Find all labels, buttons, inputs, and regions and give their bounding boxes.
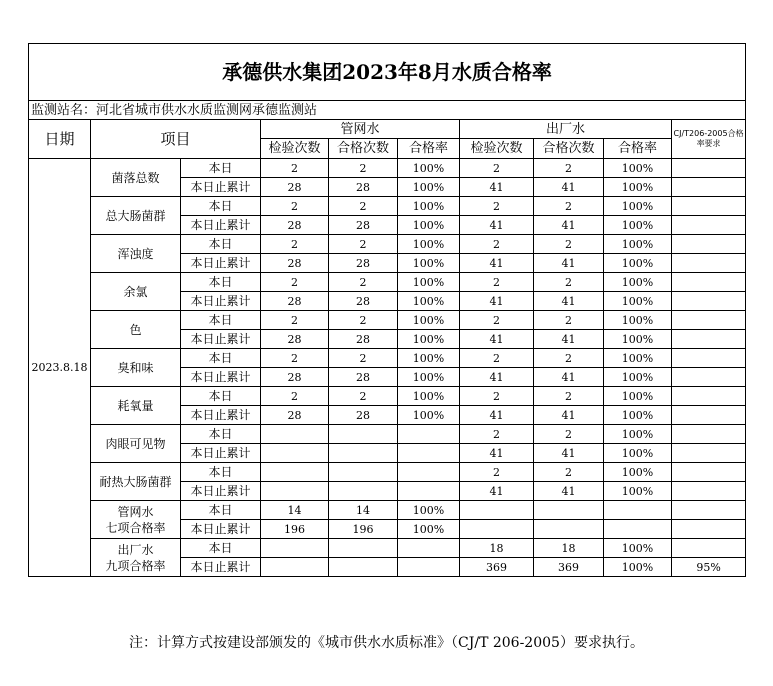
header-plant-passed: 合格次数 — [534, 139, 604, 159]
network-tested-cell: 2 — [261, 197, 329, 216]
table-row — [29, 387, 746, 406]
plant-passed-cell: 2 — [534, 273, 604, 292]
table-row — [29, 197, 746, 216]
period-cell: 本日 — [181, 539, 261, 558]
plant-passed-cell: 369 — [534, 558, 604, 577]
date-cell: 2023.8.18 — [29, 159, 91, 577]
network-passed-cell: 2 — [329, 235, 398, 254]
network-rate-cell: 100% — [398, 216, 460, 235]
standard-value-cell — [672, 311, 746, 330]
standard-value-cell — [672, 463, 746, 482]
plant-passed-cell: 2 — [534, 311, 604, 330]
plant-tested-cell — [460, 520, 534, 539]
plant-passed-cell: 2 — [534, 425, 604, 444]
network-rate-cell: 100% — [398, 349, 460, 368]
plant-rate-cell: 100% — [604, 159, 672, 178]
standard-value-cell — [672, 406, 746, 425]
network-tested-cell: 28 — [261, 216, 329, 235]
network-rate-cell: 100% — [398, 197, 460, 216]
table-row — [29, 235, 746, 254]
standard-value-cell — [672, 235, 746, 254]
plant-tested-cell: 41 — [460, 178, 534, 197]
item-name-cell: 臭和味 — [91, 349, 181, 387]
plant-rate-cell: 100% — [604, 235, 672, 254]
period-cell: 本日 — [181, 159, 261, 178]
network-passed-cell: 28 — [329, 368, 398, 387]
plant-rate-cell: 100% — [604, 558, 672, 577]
item-name-cell: 耗氧量 — [91, 387, 181, 425]
period-cell: 本日止累计 — [181, 216, 261, 235]
plant-tested-cell: 2 — [460, 273, 534, 292]
network-tested-cell — [261, 558, 329, 577]
network-passed-cell: 28 — [329, 216, 398, 235]
standard-value-cell: 95% — [672, 558, 746, 577]
plant-rate-cell: 100% — [604, 406, 672, 425]
plant-passed-cell — [534, 501, 604, 520]
network-tested-cell — [261, 463, 329, 482]
table-row — [29, 425, 746, 444]
plant-passed-cell: 41 — [534, 330, 604, 349]
plant-rate-cell: 100% — [604, 387, 672, 406]
network-tested-cell: 2 — [261, 311, 329, 330]
network-rate-cell: 100% — [398, 311, 460, 330]
period-cell: 本日止累计 — [181, 254, 261, 273]
plant-tested-cell: 2 — [460, 387, 534, 406]
network-tested-cell: 28 — [261, 330, 329, 349]
plant-passed-cell: 2 — [534, 463, 604, 482]
plant-tested-cell: 41 — [460, 368, 534, 387]
plant-rate-cell: 100% — [604, 349, 672, 368]
network-passed-cell: 28 — [329, 178, 398, 197]
header-plant-rate: 合格率 — [604, 139, 672, 159]
period-cell: 本日 — [181, 235, 261, 254]
network-rate-cell: 100% — [398, 254, 460, 273]
header-plant-tested: 检验次数 — [460, 139, 534, 159]
footnote: 注：计算方式按建设部颁发的《城市供水水质标准》（CJ/T 206-2005）要求执行。 — [129, 635, 644, 651]
network-rate-cell — [398, 444, 460, 463]
network-tested-cell: 28 — [261, 368, 329, 387]
period-cell: 本日 — [181, 425, 261, 444]
standard-value-cell — [672, 292, 746, 311]
plant-rate-cell: 100% — [604, 330, 672, 349]
period-cell: 本日 — [181, 387, 261, 406]
network-rate-cell: 100% — [398, 368, 460, 387]
plant-passed-cell: 41 — [534, 216, 604, 235]
standard-value-cell — [672, 520, 746, 539]
plant-tested-cell: 2 — [460, 463, 534, 482]
network-tested-cell: 2 — [261, 159, 329, 178]
network-tested-cell: 196 — [261, 520, 329, 539]
header-standard-requirement: CJ/T206-2005合格率要求 — [672, 120, 746, 159]
standard-value-cell — [672, 482, 746, 501]
plant-tested-cell: 41 — [460, 254, 534, 273]
network-passed-cell — [329, 444, 398, 463]
period-cell: 本日止累计 — [181, 520, 261, 539]
station-name: 监测站名：河北省城市供水水质监测网承德监测站 — [29, 101, 746, 120]
plant-tested-cell: 2 — [460, 235, 534, 254]
report-title: 承德供水集团2023年8月水质合格率 — [29, 44, 746, 101]
item-name-cell: 菌落总数 — [91, 159, 181, 197]
plant-rate-cell: 100% — [604, 292, 672, 311]
header-plant-water: 出厂水 — [460, 120, 672, 139]
item-name-cell: 管网水 七项合格率 — [91, 501, 181, 539]
standard-value-cell — [672, 216, 746, 235]
plant-tested-cell: 41 — [460, 330, 534, 349]
network-rate-cell: 100% — [398, 235, 460, 254]
period-cell: 本日 — [181, 273, 261, 292]
plant-passed-cell: 18 — [534, 539, 604, 558]
period-cell: 本日 — [181, 501, 261, 520]
network-tested-cell: 14 — [261, 501, 329, 520]
plant-rate-cell: 100% — [604, 368, 672, 387]
plant-rate-cell: 100% — [604, 197, 672, 216]
network-rate-cell — [398, 463, 460, 482]
period-cell: 本日止累计 — [181, 558, 261, 577]
table-row — [29, 501, 746, 520]
plant-tested-cell: 41 — [460, 406, 534, 425]
network-rate-cell: 100% — [398, 159, 460, 178]
period-cell: 本日 — [181, 463, 261, 482]
plant-rate-cell: 100% — [604, 482, 672, 501]
network-rate-cell — [398, 539, 460, 558]
header-network-rate: 合格率 — [398, 139, 460, 159]
network-passed-cell: 2 — [329, 311, 398, 330]
plant-rate-cell: 100% — [604, 539, 672, 558]
item-name-cell: 余氯 — [91, 273, 181, 311]
plant-passed-cell: 2 — [534, 235, 604, 254]
network-tested-cell — [261, 539, 329, 558]
plant-tested-cell: 41 — [460, 444, 534, 463]
plant-rate-cell — [604, 520, 672, 539]
network-passed-cell: 28 — [329, 254, 398, 273]
plant-rate-cell: 100% — [604, 463, 672, 482]
plant-tested-cell: 2 — [460, 159, 534, 178]
period-cell: 本日止累计 — [181, 368, 261, 387]
period-cell: 本日止累计 — [181, 330, 261, 349]
network-passed-cell — [329, 482, 398, 501]
network-passed-cell — [329, 463, 398, 482]
network-tested-cell: 2 — [261, 235, 329, 254]
standard-value-cell — [672, 368, 746, 387]
item-name-cell: 耐热大肠菌群 — [91, 463, 181, 501]
network-tested-cell: 28 — [261, 254, 329, 273]
plant-tested-cell: 2 — [460, 425, 534, 444]
plant-rate-cell: 100% — [604, 216, 672, 235]
plant-passed-cell: 2 — [534, 197, 604, 216]
network-rate-cell: 100% — [398, 501, 460, 520]
quality-report-sheet — [28, 43, 745, 577]
network-tested-cell: 2 — [261, 349, 329, 368]
plant-passed-cell: 41 — [534, 178, 604, 197]
period-cell: 本日止累计 — [181, 406, 261, 425]
plant-rate-cell: 100% — [604, 178, 672, 197]
network-passed-cell — [329, 425, 398, 444]
plant-passed-cell: 41 — [534, 482, 604, 501]
period-cell: 本日止累计 — [181, 482, 261, 501]
network-rate-cell — [398, 482, 460, 501]
network-passed-cell: 28 — [329, 406, 398, 425]
table-row — [29, 463, 746, 482]
plant-passed-cell: 41 — [534, 368, 604, 387]
plant-passed-cell: 41 — [534, 254, 604, 273]
network-rate-cell: 100% — [398, 406, 460, 425]
network-rate-cell: 100% — [398, 273, 460, 292]
network-rate-cell: 100% — [398, 387, 460, 406]
header-item: 项目 — [91, 120, 261, 159]
plant-passed-cell: 41 — [534, 406, 604, 425]
network-passed-cell: 2 — [329, 273, 398, 292]
standard-value-cell — [672, 159, 746, 178]
standard-value-cell — [672, 254, 746, 273]
plant-tested-cell — [460, 501, 534, 520]
standard-value-cell — [672, 349, 746, 368]
standard-value-cell — [672, 178, 746, 197]
network-passed-cell: 28 — [329, 292, 398, 311]
plant-tested-cell: 2 — [460, 197, 534, 216]
network-passed-cell — [329, 558, 398, 577]
standard-value-cell — [672, 425, 746, 444]
table-row — [29, 311, 746, 330]
network-rate-cell — [398, 425, 460, 444]
network-passed-cell: 2 — [329, 197, 398, 216]
standard-value-cell — [672, 197, 746, 216]
standard-value-cell — [672, 539, 746, 558]
network-passed-cell: 2 — [329, 159, 398, 178]
plant-rate-cell: 100% — [604, 273, 672, 292]
network-tested-cell: 28 — [261, 292, 329, 311]
table-row — [29, 273, 746, 292]
plant-passed-cell: 41 — [534, 292, 604, 311]
plant-passed-cell — [534, 520, 604, 539]
network-passed-cell: 14 — [329, 501, 398, 520]
item-name-cell: 肉眼可见物 — [91, 425, 181, 463]
network-tested-cell — [261, 482, 329, 501]
network-passed-cell — [329, 539, 398, 558]
period-cell: 本日 — [181, 349, 261, 368]
period-cell: 本日止累计 — [181, 444, 261, 463]
network-rate-cell: 100% — [398, 520, 460, 539]
period-cell: 本日 — [181, 311, 261, 330]
standard-value-cell — [672, 444, 746, 463]
network-rate-cell: 100% — [398, 330, 460, 349]
plant-passed-cell: 2 — [534, 349, 604, 368]
header-network-tested: 检验次数 — [261, 139, 329, 159]
period-cell: 本日止累计 — [181, 178, 261, 197]
plant-tested-cell: 41 — [460, 292, 534, 311]
plant-tested-cell: 41 — [460, 482, 534, 501]
network-tested-cell: 28 — [261, 406, 329, 425]
period-cell: 本日止累计 — [181, 292, 261, 311]
standard-value-cell — [672, 330, 746, 349]
network-passed-cell: 2 — [329, 349, 398, 368]
plant-passed-cell: 2 — [534, 159, 604, 178]
plant-rate-cell: 100% — [604, 311, 672, 330]
plant-tested-cell: 18 — [460, 539, 534, 558]
network-passed-cell: 28 — [329, 330, 398, 349]
water-quality-table — [28, 43, 746, 577]
table-row — [29, 159, 746, 178]
item-name-cell: 色 — [91, 311, 181, 349]
header-date: 日期 — [29, 120, 91, 159]
network-tested-cell: 2 — [261, 387, 329, 406]
header-network-water: 管网水 — [261, 120, 460, 139]
item-name-cell: 出厂水 九项合格率 — [91, 539, 181, 577]
network-rate-cell — [398, 558, 460, 577]
plant-tested-cell: 2 — [460, 349, 534, 368]
plant-tested-cell: 41 — [460, 216, 534, 235]
plant-rate-cell: 100% — [604, 425, 672, 444]
standard-value-cell — [672, 387, 746, 406]
standard-value-cell — [672, 273, 746, 292]
network-rate-cell: 100% — [398, 292, 460, 311]
table-row — [29, 539, 746, 558]
standard-value-cell — [672, 501, 746, 520]
network-tested-cell: 28 — [261, 178, 329, 197]
plant-passed-cell: 41 — [534, 444, 604, 463]
network-passed-cell: 196 — [329, 520, 398, 539]
item-name-cell: 浑浊度 — [91, 235, 181, 273]
network-tested-cell: 2 — [261, 273, 329, 292]
network-rate-cell: 100% — [398, 178, 460, 197]
plant-passed-cell: 2 — [534, 387, 604, 406]
item-name-cell: 总大肠菌群 — [91, 197, 181, 235]
network-tested-cell — [261, 444, 329, 463]
network-passed-cell: 2 — [329, 387, 398, 406]
header-network-passed: 合格次数 — [329, 139, 398, 159]
table-row — [29, 349, 746, 368]
plant-tested-cell: 369 — [460, 558, 534, 577]
network-tested-cell — [261, 425, 329, 444]
plant-rate-cell: 100% — [604, 444, 672, 463]
plant-tested-cell: 2 — [460, 311, 534, 330]
period-cell: 本日 — [181, 197, 261, 216]
plant-rate-cell — [604, 501, 672, 520]
plant-rate-cell: 100% — [604, 254, 672, 273]
